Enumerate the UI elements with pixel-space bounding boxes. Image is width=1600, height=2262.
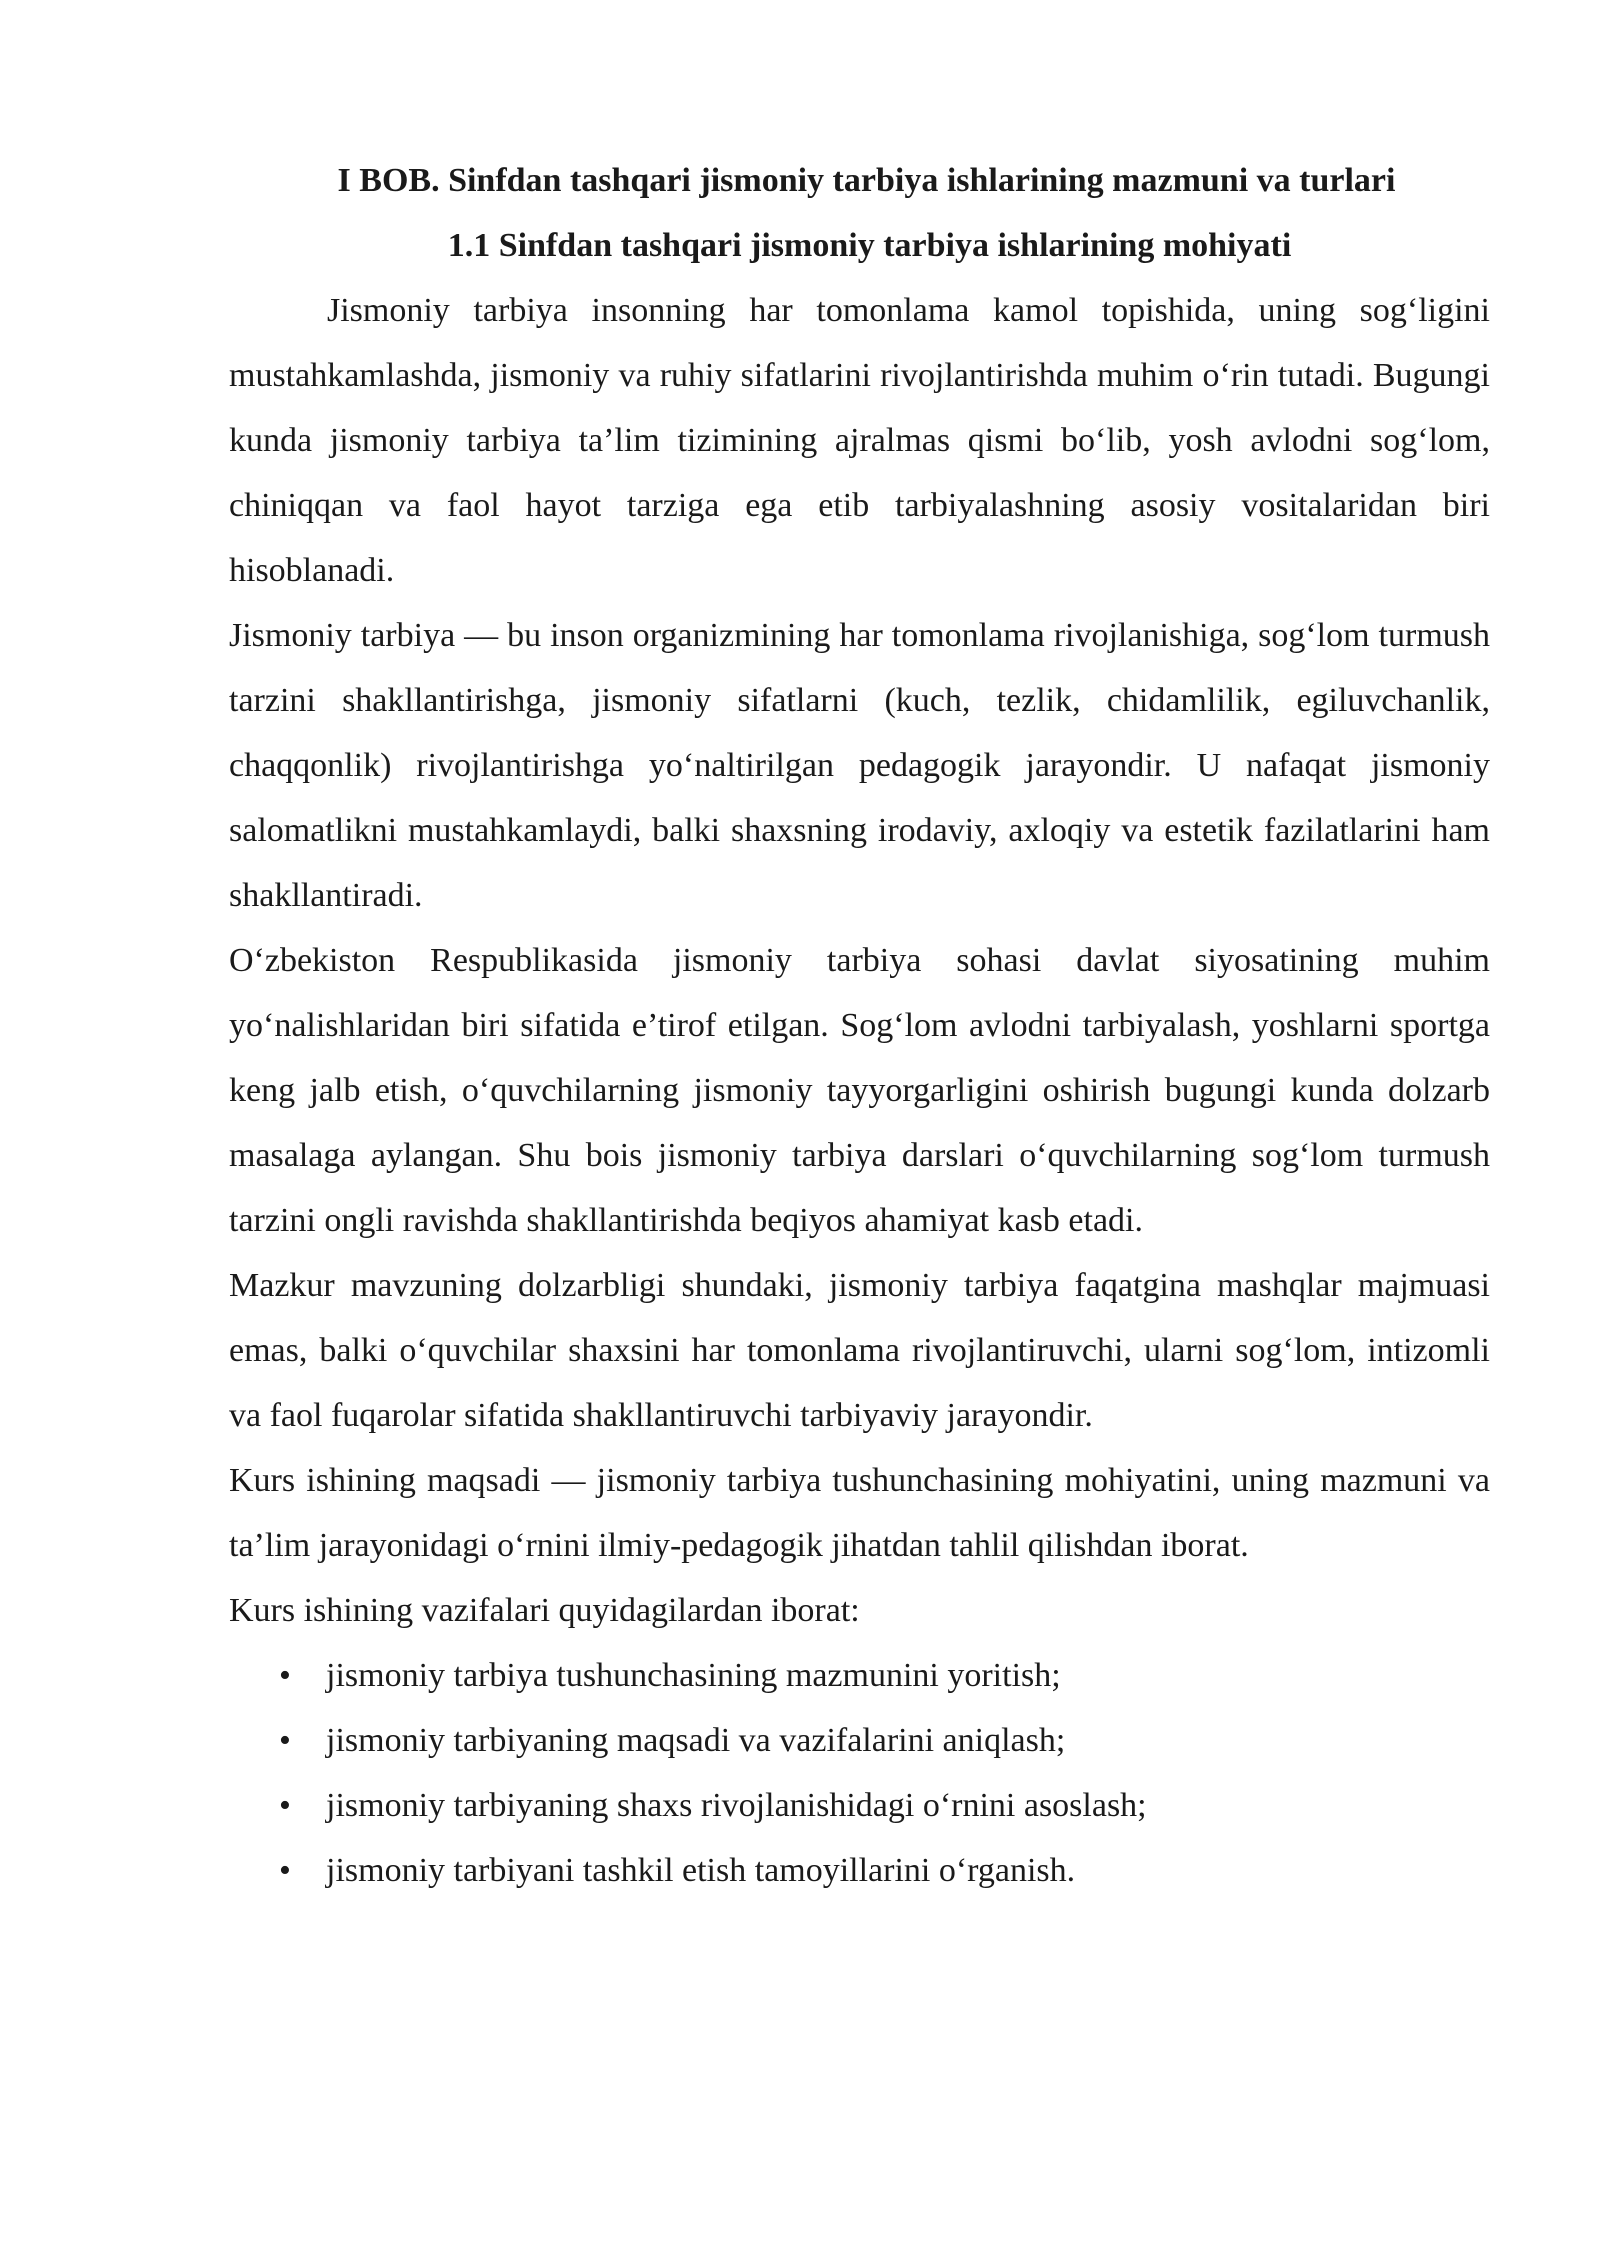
paragraph-tasks-intro: Kurs ishining vazifalari quyidagilardan iborat: bbox=[229, 1592, 860, 1629]
paragraph-relevance: Mazkur mavzuning dolzarbligi shundaki, jismoniy tarbiya faqatgina mashqlar majmuasi emas, balki o‘quvchilar shaxsini har tomonlama rivojlantiruvchi, ularni sog‘lom, intizomli va faol fuqarolar sifatida shakllantiruvchi tarbiyaviy jarayondir. bbox=[229, 1267, 1490, 1434]
list-item bbox=[229, 1773, 1490, 1838]
list-item-text: jismoniy tarbiyaning maqsadi va vazifalarini aniqlash; bbox=[326, 1722, 1066, 1759]
paragraph-goal: Kurs ishining maqsadi — jismoniy tarbiya tushunchasining mohiyatini, uning mazmuni va ta’lim jarayonidagi o‘rnini ilmiy-pedagogik jihatdan tahlil qilishdan iborat. bbox=[229, 1462, 1490, 1564]
paragraph-definition: Jismoniy tarbiya — bu inson organizmining har tomonlama rivojlanishiga, sog‘lom turmush tarzini shakllantirishga, jismoniy sifatlarni (kuch, tezlik, chidamlilik, egiluvchanlik, chaqqonlik) rivojlantirishga yo‘naltirilgan pedagogik jarayondir. U nafaqat jismoniy salomatlikni mustahkamlaydi, balki shaxsning irodaviy, axloqiy va estetik fazilatlarini ham shakllantiradi. bbox=[229, 617, 1490, 914]
paragraph-intro: Jismoniy tarbiya insonning har tomonlama kamol topishida, uning sog‘ligini mustahkamlashda, jismoniy va ruhiy sifatlarini rivojlantirishda muhim o‘rin tutadi. Bugungi kunda jismoniy tarbiya ta’lim tizimining ajralmas qismi bo‘lib, yosh avlodni sog‘lom, chiniqqan va faol hayot tarziga ega etib tarbiyalashning asosiy vositalaridan biri hisoblanadi. bbox=[229, 292, 1490, 589]
bullet-icon: • bbox=[279, 1722, 291, 1759]
list-item-text: jismoniy tarbiya tushunchasining mazmunini yoritish; bbox=[326, 1657, 1061, 1694]
tasks-list bbox=[229, 1643, 1490, 1903]
section-title: 1.1 Sinfdan tashqari jismoniy tarbiya ishlarining mohiyati bbox=[447, 227, 1292, 264]
list-item-text: jismoniy tarbiyani tashkil etish tamoyillarini o‘rganish. bbox=[326, 1852, 1076, 1889]
bullet-icon: • bbox=[279, 1787, 291, 1824]
list-item bbox=[229, 1708, 1490, 1773]
bullet-icon: • bbox=[279, 1852, 291, 1889]
paragraph-uzbekistan-policy: O‘zbekiston Respublikasida jismoniy tarbiya sohasi davlat siyosatining muhim yo‘nalishlaridan biri sifatida e’tirof etilgan. Sog‘lom avlodni tarbiyalash, yoshlarni sportga keng jalb etish, o‘quvchilarning jismoniy tayyorgarligini oshirish bugungi kunda dolzarb masalaga aylangan. Shu bois jismoniy tarbiya darslari o‘quvchilarning sog‘lom turmush tarzini ongli ravishda shakllantirishda beqiyos ahamiyat kasb etadi. bbox=[229, 942, 1490, 1239]
list-item bbox=[229, 1643, 1490, 1708]
chapter-title: I BOB. Sinfdan tashqari jismoniy tarbiya ishlarining mazmuni va turlari bbox=[337, 162, 1396, 199]
list-item-text: jismoniy tarbiyaning shaxs rivojlanishidagi o‘rnini asoslash; bbox=[326, 1787, 1147, 1824]
document-page bbox=[229, 148, 1490, 1903]
bullet-icon: • bbox=[279, 1657, 291, 1694]
list-item bbox=[229, 1838, 1490, 1903]
